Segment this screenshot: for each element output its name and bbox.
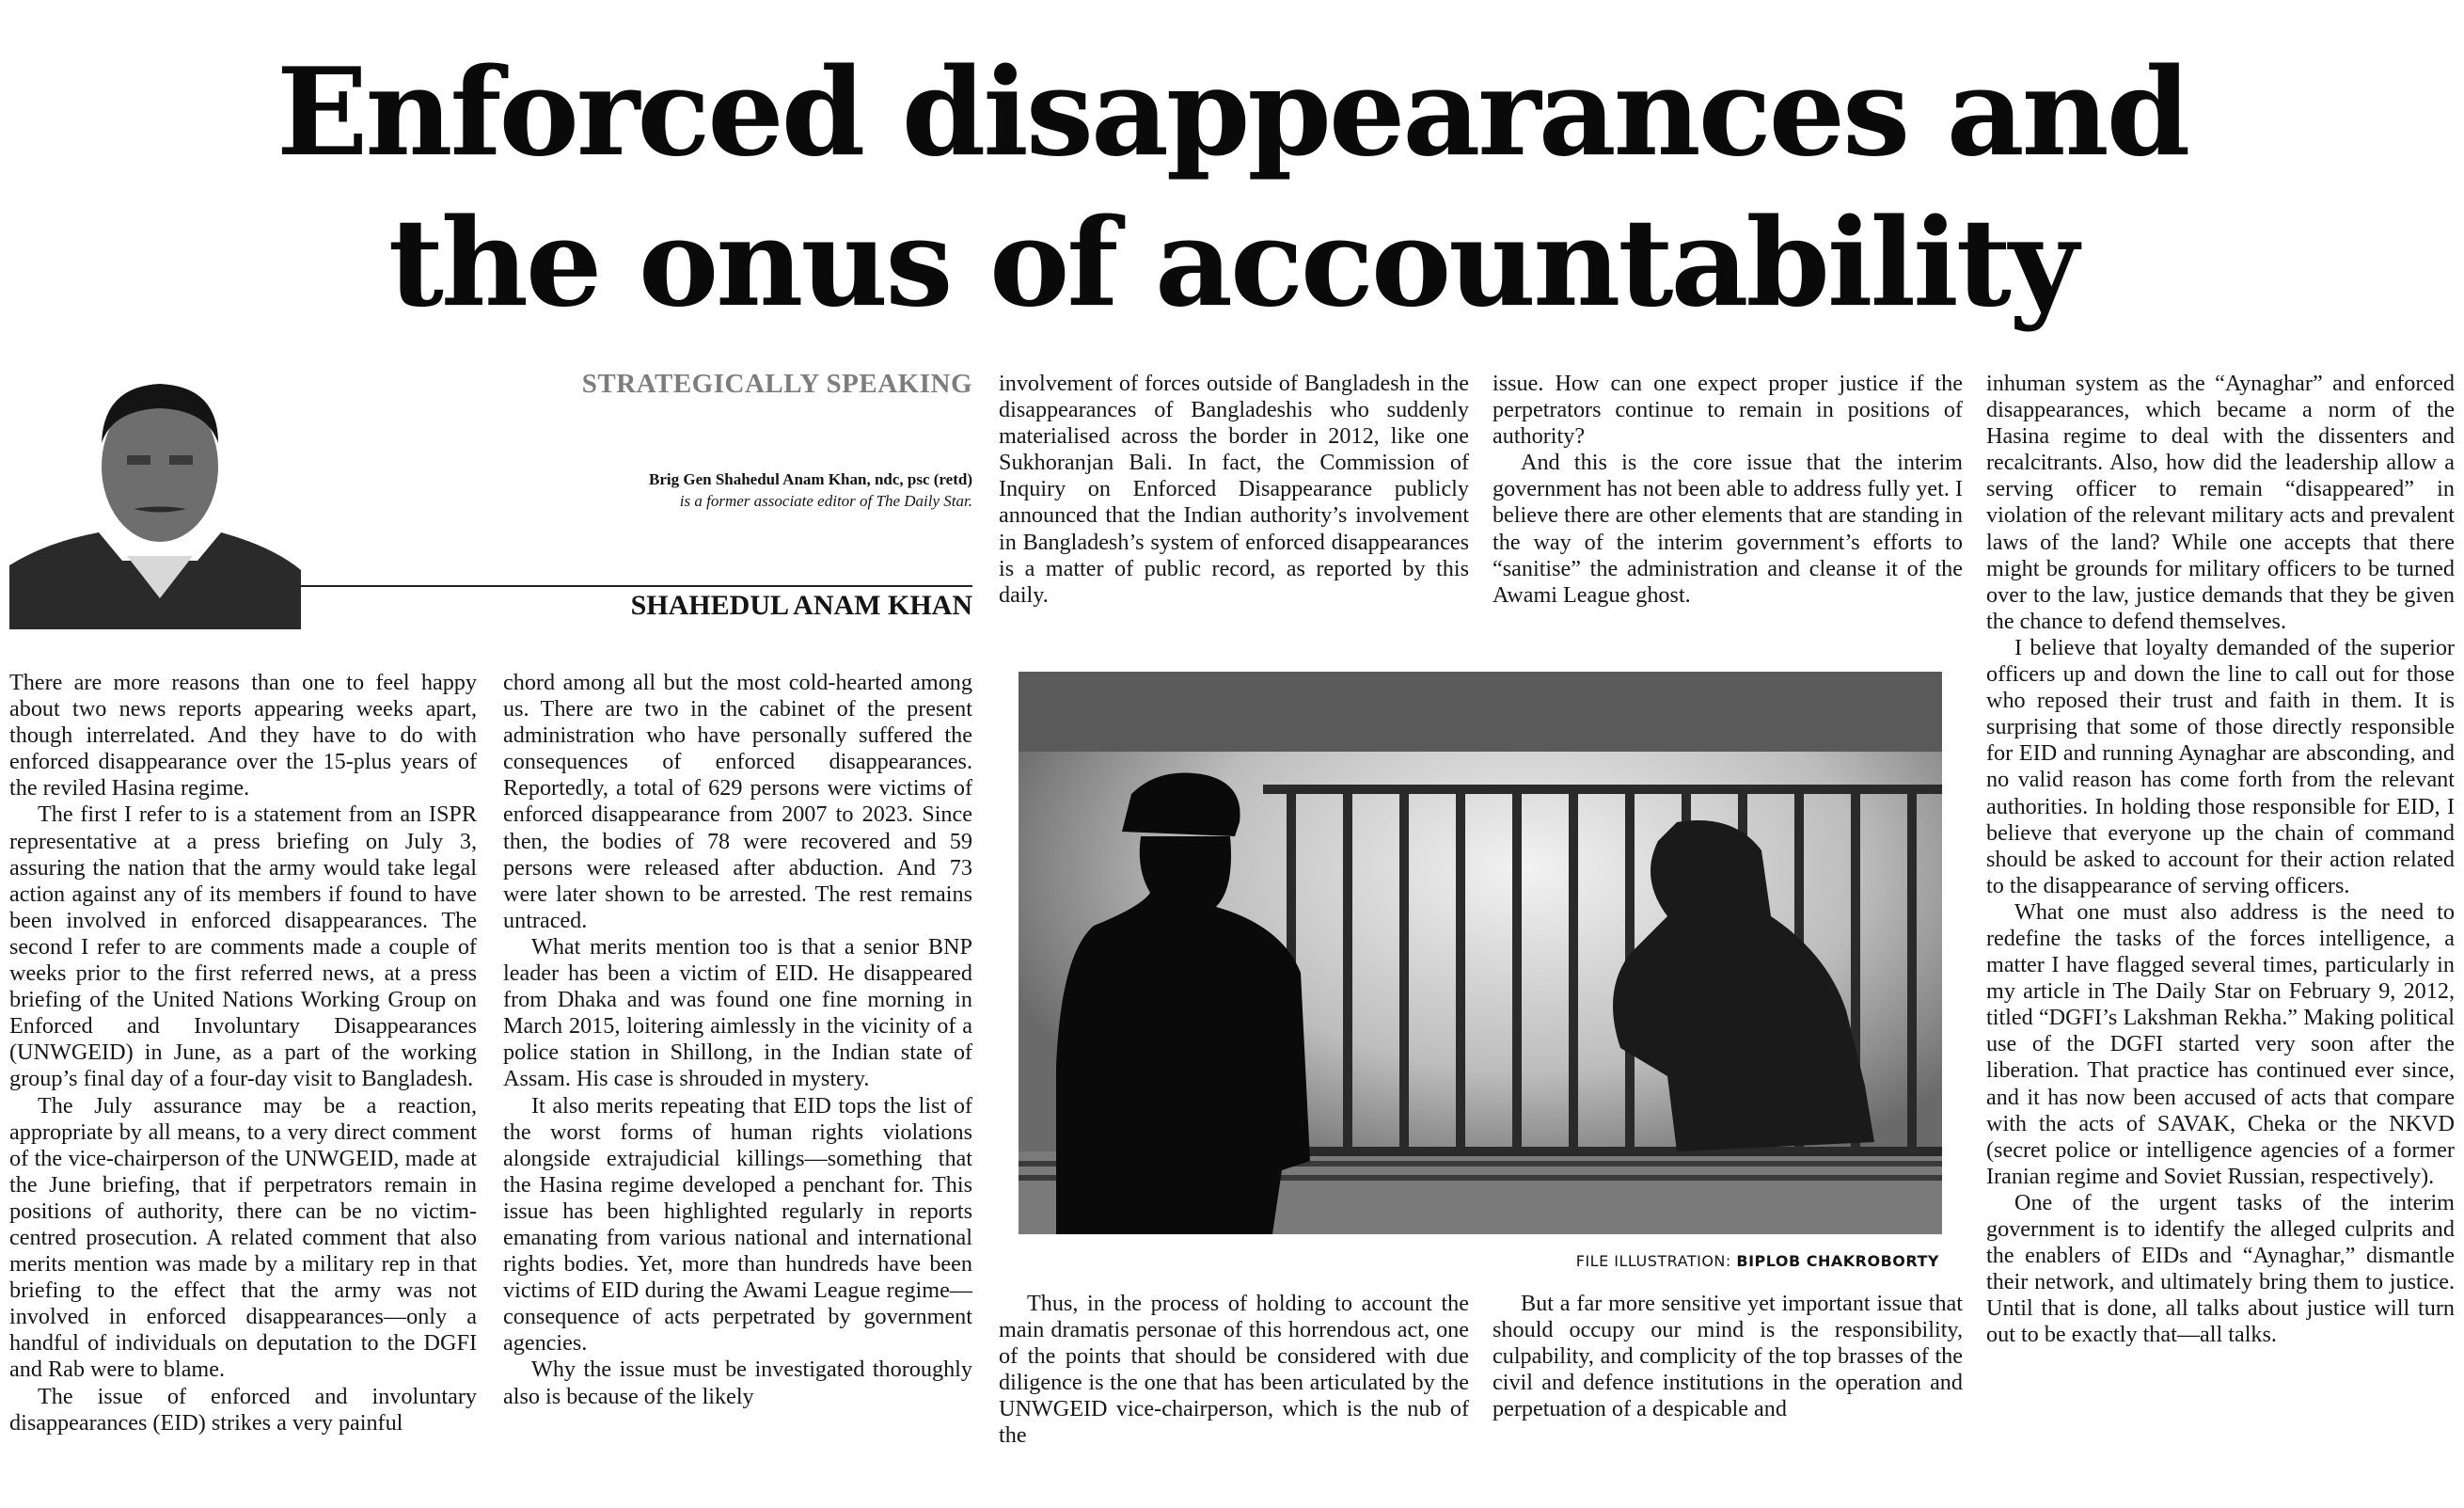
paragraph: There are more reasons than one to feel happy about two news reports appearing weeks apart, though interrelated. And they have to do with enforced disappearance over the 15-plus years of the reviled Hasina regime.	[9, 670, 477, 802]
headline	[0, 38, 2464, 339]
paragraph: I believe that loyalty demanded of the superior officers up and down the line to call out for those who reposed their trust and faith in them. It is surprising that some of those directly responsible for EID and running Aynaghar are absconding, and no valid reason has come forth from the relevant authorities. In holding those responsible for EID, I believe that everyone up the chain of command should be asked to account for their action related to the disappearance of serving officers.	[1986, 634, 2455, 898]
paragraph: Why the issue must be investigated thoroughly also is because of the likely	[503, 1357, 972, 1409]
article-column-4-bottom	[1493, 1291, 1963, 1503]
article-column-5	[1986, 371, 2455, 1503]
paragraph: The July assurance may be a reaction, appropriate by all means, to a very direct comment of the vice-chairperson of the UNWGEID, made at the June briefing, that if perpetrators remain in positions of authority, there can be no victim-centred prosecution. A related comment that also merits mention was made by a military rep in that briefing to the effect that the army was not involved in enforced disappearances—only a handful of individuals on deputation to the DGFI and Rab were to blame.	[9, 1092, 477, 1383]
article-column-2	[503, 670, 972, 1503]
paragraph: chord among all but the most cold-hearted among us. There are two in the cabinet of the present administration who have personally suffered the consequences of enforced disappearances. Reportedly, a total of 629 persons were victims of enforced disappearance from 2007 to 2023. Since then, the bodies of 78 were recovered and 59 persons were released after abduction. And 73 were later shown to be arrested. The rest remains untraced.	[503, 670, 972, 933]
headline-line-2: the onus of accountability	[387, 193, 2077, 334]
paragraph: The first I refer to is a statement from an ISPR representative at a press briefing on July 3, assuring the nation that the army would take legal action against any of its members if found to have been involved in enforced disappearances. The second I refer to are comments made a couple of weeks prior to the first referred news, at a press briefing of the United Nations Working Group on Enforced and Involuntary Disappearances (UNWGEID) in June, as a part of the working group’s final day of a four-day visit to Bangladesh.	[9, 802, 477, 1092]
paragraph: issue. How can one expect proper justice if the perpetrators continue to remain in positions of authority?	[1493, 371, 1963, 450]
paragraph: Thus, in the process of holding to account the main dramatis personae of this horrendous act, one of the points that should be considered with due diligence is the one that has been articulated by the UNWGEID vice-chairperson, which is the nub of the	[999, 1291, 1469, 1449]
column-kicker: STRATEGICALLY SPEAKING	[581, 369, 972, 399]
article-column-1	[9, 670, 477, 1503]
author-name: SHAHEDUL ANAM KHAN	[630, 590, 972, 621]
file-illustration	[1019, 672, 1942, 1234]
article-column-4-top	[1493, 371, 1963, 639]
paragraph: It also merits repeating that EID tops the list of the worst forms of human rights violations alongside extrajudicial killings—something that the Hasina regime developed a penchant for. This issue has been highlighted regularly in reports emanating from various national and international rights bodies. Yet, more than hundreds have been victims of EID during the Awami League regime—consequence of acts perpetrated by government agencies.	[503, 1092, 972, 1357]
credit-label: FILE ILLUSTRATION:	[1575, 1252, 1731, 1270]
byline-description: is a former associate editor of The Daily Star.	[679, 492, 972, 510]
paragraph: involvement of forces outside of Bangladesh in the disappearances of Bangladeshis who suddenly materialised across the border in 2012, like one Sukhoranjan Bali. In fact, the Commission of Inquiry on Enforced Disappearance publicly announced that the Indian authority’s involvement in Bangladesh’s system of enforced disappearances is a matter of public record, as reported by this daily.	[999, 371, 1469, 608]
paragraph: One of the urgent tasks of the interim government is to identify the alleged culprits and the enablers of EIDs and “Aynaghar,” dismantle their network, and ultimately bring them to justice. Until that is done, all talks about justice will turn out to be exactly that—all talks.	[1986, 1189, 2455, 1348]
paragraph: The issue of enforced and involuntary disappearances (EID) strikes a very painful	[9, 1383, 477, 1436]
headline-line-1: Enforced disappearances and	[276, 42, 2188, 183]
article-column-3-bottom	[999, 1291, 1469, 1503]
byline-rule	[301, 585, 972, 587]
paragraph: But a far more sensitive yet important issue that should occupy our mind is the responsibility, culpability, and complicity of the top brasses of the civil and defence institutions in the operation and perpetuation of a despicable and	[1493, 1291, 1963, 1422]
illustration-credit	[1019, 1252, 1939, 1270]
byline-name: Brig Gen Shahedul Anam Khan, ndc, psc (retd)	[648, 470, 972, 488]
paragraph: And this is the core issue that the interim government has not been able to address fully yet. I believe there are other elements that are standing in the way of the interim government’s efforts to “sanitise” the administration and cleanse it of the Awami League ghost.	[1493, 450, 1963, 608]
article-column-3-top	[999, 371, 1469, 639]
credit-artist: BIPLOB CHAKROBORTY	[1736, 1252, 1939, 1270]
author-photo	[9, 354, 301, 629]
paragraph: inhuman system as the “Aynaghar” and enforced disappearances, which became a norm of the Hasina regime to deal with the dissenters and recalcitrants. Also, how did the leadership allow a serving officer to remain “disappeared” in violation of the relevant military acts and prevalent laws of the land? While one accepts that there might be grounds for military officers to be turned over to the law, justice demands that they be given the chance to defend themselves.	[1986, 371, 2455, 634]
paragraph: What one must also address is the need to redefine the tasks of the forces intelligence, a matter I have flagged several times, particularly in my article in The Daily Star on February 9, 2012, titled “DGFI’s Lakshman Rekha.” Making political use of the DGFI started very soon after the liberation. That practice has continued ever since, and it has now been accused of acts that compare with the acts of SAVAK, Cheka or the NKVD (secret police or intelligence agencies of a former Iranian regime and Soviet Russian, respectively).	[1986, 898, 2455, 1189]
paragraph: What merits mention too is that a senior BNP leader has been a victim of EID. He disappeared from Dhaka and was found one fine morning in March 2015, loitering aimlessly in the vicinity of a police station in Shillong, in the Indian state of Assam. His case is shrouded in mystery.	[503, 933, 972, 1092]
